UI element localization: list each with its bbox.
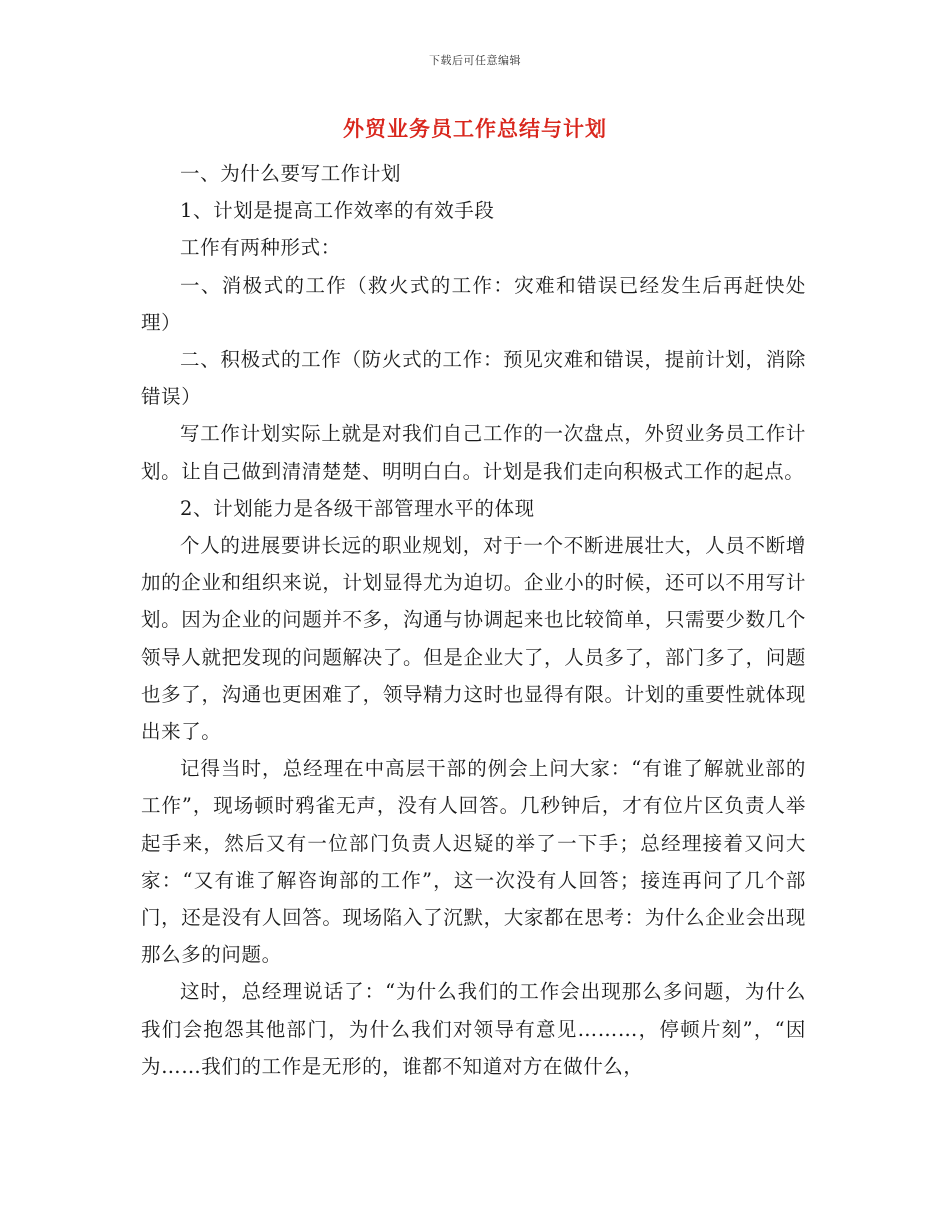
paragraph: 个人的进展要讲长远的职业规划，对于一个不断进展壮大，人员不断增加的企业和组织来说，计划显得尤为迫切。企业小的时候，还可以不用写计划。因为企业的问题并不多，沟通与协调起来也比较简单，只需要少数几个领导人就把发现的问题解决了。但是企业大了，人员多了，部门多了，问题也多了，沟通也更困难了，领导精力这时也显得有限。计划的重要性就体现出来了。	[141, 534, 806, 744]
paragraph: 2、计划能力是各级干部管理水平的体现	[180, 496, 535, 520]
document-body	[141, 155, 806, 1085]
paragraph: 1、计划是提高工作效率的有效手段	[180, 199, 495, 223]
paragraph: 记得当时，总经理在中高层干部的例会上问大家：“有谁了解就业部的工作”，现场顿时鸦雀无声，没有人回答。几秒钟后，才有位片区负责人举起手来，然后又有一位部门负责人迟疑的举了一下手；总经理接着又问大家：“又有谁了解咨询部的工作”，这一次没有人回答；接连再问了几个部门，还是没有人回答。现场陷入了沉默，大家都在思考：为什么企业会出现那么多的问题。	[141, 757, 806, 967]
paragraph: 写工作计划实际上就是对我们自己工作的一次盘点，外贸业务员工作计划。让自己做到清清楚楚、明明白白。计划是我们走向积极式工作的起点。	[141, 422, 806, 483]
paragraph: 一、为什么要写工作计划	[180, 162, 402, 185]
page-header-note: 下载后可任意编辑	[429, 54, 521, 67]
paragraph: 工作有两种形式：	[180, 236, 341, 260]
paragraph: 二、积极式的工作（防火式的工作：预见灾难和错误，提前计划，消除错误）	[141, 348, 806, 409]
document-title: 外贸业务员工作总结与计划	[343, 116, 607, 141]
paragraph: 这时，总经理说话了：“为什么我们的工作会出现那么多问题，为什么我们会抱怨其他部门，为什么我们对领导有意见………，停顿片刻”，“因为……我们的工作是无形的，谁都不知道对方在做什么，	[141, 980, 806, 1078]
paragraph: 一、消极式的工作（救火式的工作：灾难和错误已经发生后再赶快处理）	[141, 273, 806, 334]
